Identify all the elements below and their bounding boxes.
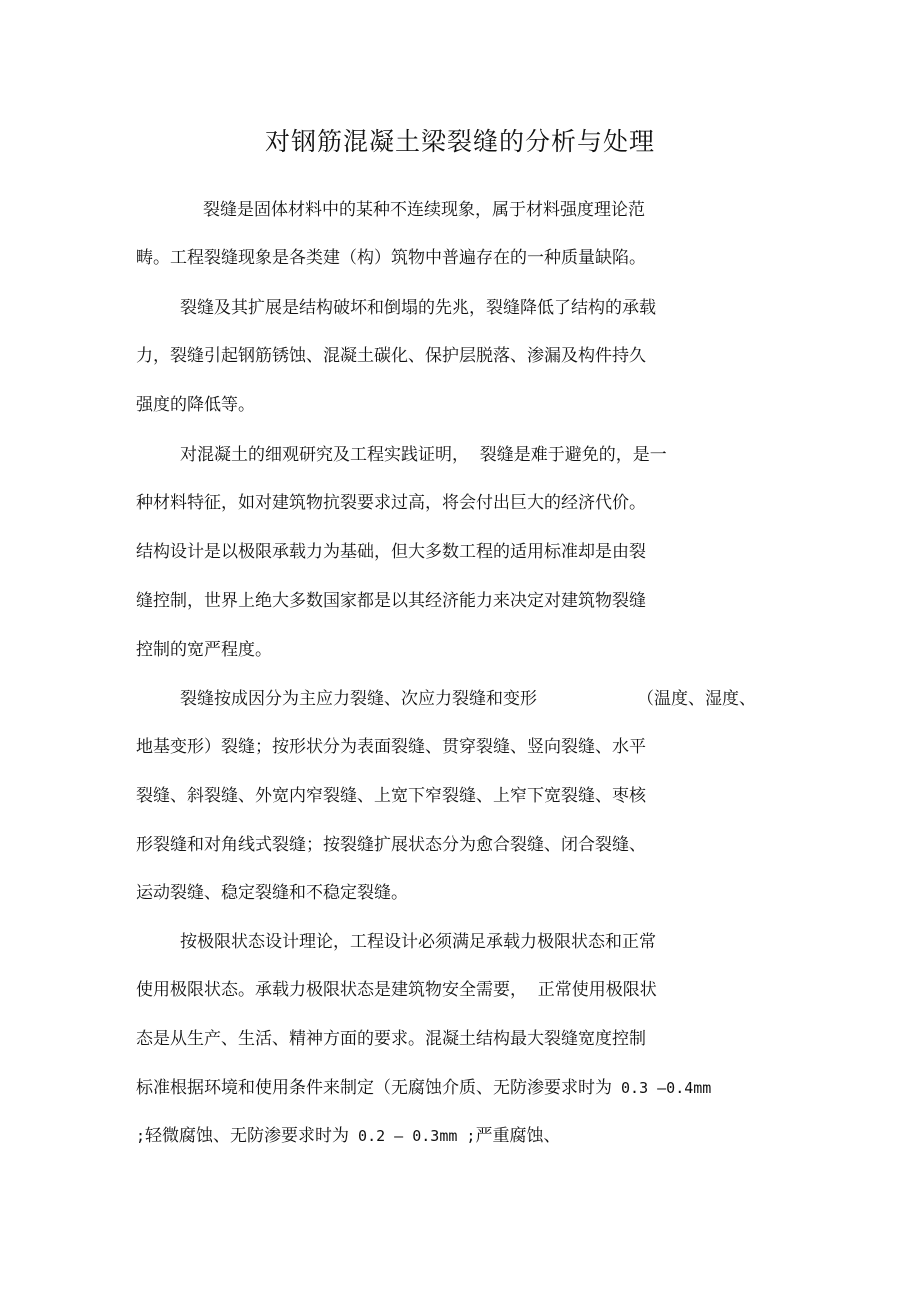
paragraph-3-line-3: 结构设计是以极限承载力为基础，但大多数工程的适用标准却是由裂 [136,542,646,562]
paragraph-5-line-2: 使用极限状态。承载力极限状态是建筑物安全需要， 正常使用极限状 [136,980,657,1000]
paragraph-4-line-5: 运动裂缝、稳定裂缝和不稳定裂缝。 [136,883,408,903]
paragraph-5-line-3: 态是从生产、生活、精神方面的要求。混凝土结构最大裂缝宽度控制 [136,1029,646,1049]
paragraph-3-line-5: 控制的宽严程度。 [136,640,272,660]
paragraph-4-line-4: 形裂缝和对角线式裂缝；按裂缝扩展状态分为愈合裂缝、闭合裂缝、 [136,835,646,855]
paragraph-2-line-2: 力，裂缝引起钢筋锈蚀、混凝土碳化、保护层脱落、渗漏及构件持久 [136,346,646,366]
paragraph-5-line-5-text: 轻微腐蚀、无防渗要求时为 [145,1126,350,1146]
paragraph-5-line-5-tail: 严重腐蚀、 [475,1126,561,1146]
paragraph-3-line-4: 缝控制，世界上绝大多数国家都是以其经济能力来决定对建筑物裂缝 [136,591,646,611]
paragraph-3-line-2: 种材料特征，如对建筑物抗裂要求过高，将会付出巨大的经济代价。 [136,493,646,513]
paragraph-2-line-3: 强度的降低等。 [136,395,255,415]
paragraph-4-line-1a: 裂缝按成因分为主应力裂缝、次应力裂缝和变形 [180,689,537,709]
paragraph-4-line-2: 地基变形）裂缝；按形状分为表面裂缝、贯穿裂缝、竖向裂缝、水平 [136,737,646,757]
paragraph-4-line-1b: （温度、湿度、 [637,689,756,709]
paragraph-5-line-4 [136,1076,711,1100]
semicolon-mark: ; [136,1127,146,1145]
paragraph-1-line-1: 裂缝是固体材料中的某种不连续现象，属于材料强度理论范 [203,200,645,220]
paragraph-4-line-3: 裂缝、斜裂缝、外宽内窄裂缝、上宽下窄裂缝、上窄下宽裂缝、枣核 [136,786,646,806]
paragraph-2-line-1: 裂缝及其扩展是结构破坏和倒塌的先兆，裂缝降低了结构的承载 [180,298,656,318]
paragraph-5-line-5 [136,1124,560,1148]
crack-width-range-1: 0.3 —0.4mm [612,1079,712,1097]
paragraph-1-line-2: 畴。工程裂缝现象是各类建（构）筑物中普遍存在的一种质量缺陷。 [136,248,646,268]
paragraph-5-line-4-text: 标准根据环境和使用条件来制定（无腐蚀介质、无防渗要求时为 [136,1078,612,1098]
paragraph-5-line-1: 按极限状态设计理论，工程设计必须满足承载力极限状态和正常 [180,932,656,952]
document-title: 对钢筋混凝土梁裂缝的分析与处理 [264,127,655,156]
crack-width-range-2: 0.2 — 0.3mm ; [349,1127,476,1145]
paragraph-3-line-1: 对混凝土的细观研究及工程实践证明， 裂缝是难于避免的，是一 [180,445,667,465]
